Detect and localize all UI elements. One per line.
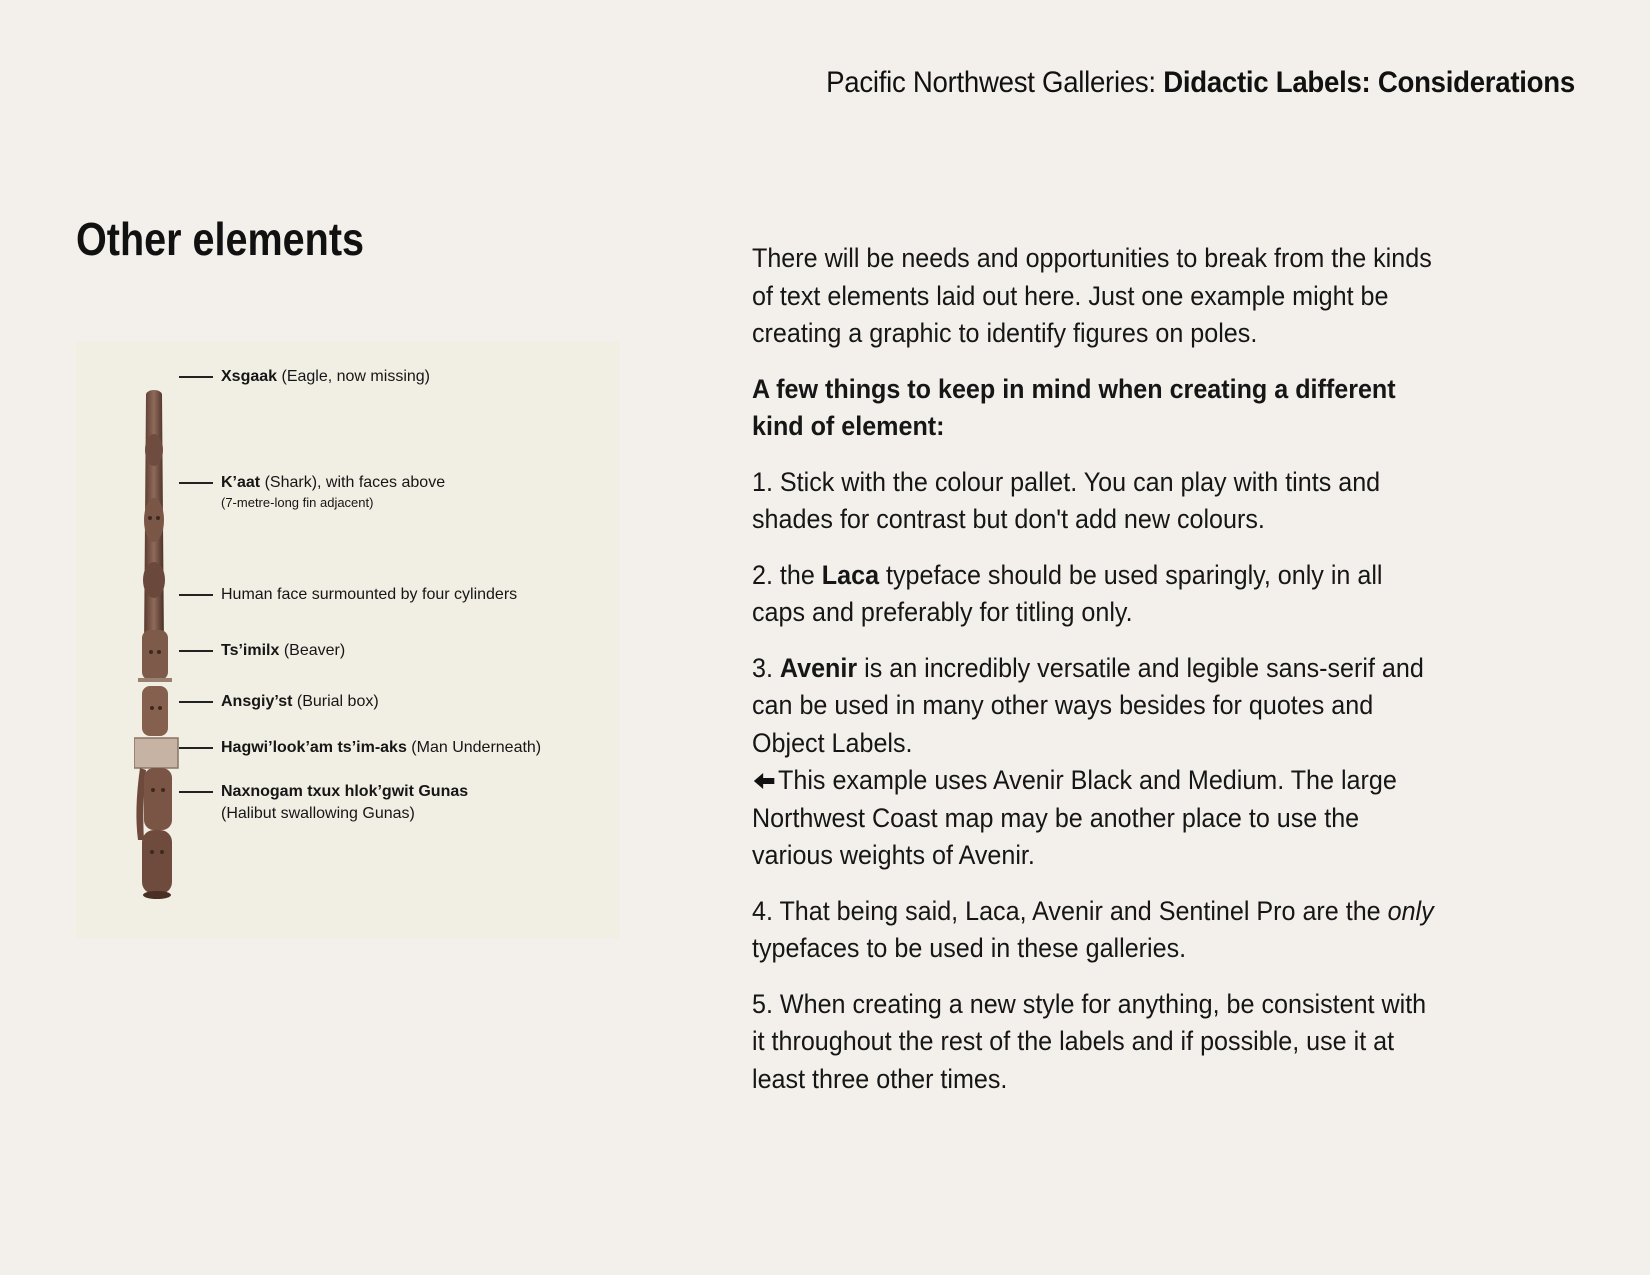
pole-label-shark: K’aat (Shark), with faces above (7-metre-long fin adjacent) bbox=[221, 474, 445, 510]
body-text bbox=[752, 240, 1452, 1116]
point-4: 4. That being said, Laca, Avenir and Sentinel Pro are the only typefaces to be used in these galleries. bbox=[752, 895, 1434, 963]
header-prefix: Pacific Northwest Galleries: bbox=[826, 66, 1164, 99]
point-3: 3. Avenir is an incredibly versatile and legible sans-serif and can be used in many other ways besides for quotes and Object Labels. This example uses Avenir Black and Medium. The large Northwest Coast map may be another place to use the various weights of Avenir. bbox=[752, 652, 1424, 870]
pole-label-human-face: Human face surmounted by four cylinders bbox=[221, 586, 517, 604]
header-title: Didactic Labels: Considerations bbox=[1163, 66, 1575, 99]
intro-paragraph: There will be needs and opportunities to break from the kinds of text elements laid out here. Just one example might be creating a graphic to identify figures on poles. bbox=[752, 243, 1432, 348]
lead-paragraph: A few things to keep in mind when creating a different kind of element: bbox=[752, 373, 1396, 441]
page-header bbox=[826, 66, 1575, 100]
point-1: 1. Stick with the colour pallet. You can play with tints and shades for contrast but don't add new colours. bbox=[752, 466, 1381, 534]
totem-pole-image bbox=[134, 390, 210, 900]
pole-label-man-underneath: Hagwi’look’am ts’im-aks (Man Underneath) bbox=[221, 739, 541, 757]
pole-label-halibut: Naxnogam txux hlok’gwit Gunas (Halibut swallowing Gunas) bbox=[221, 783, 468, 823]
pole-label-eagle: Xsgaak (Eagle, now missing) bbox=[221, 368, 430, 386]
pole-label-burial-box: Ansgiy’st (Burial box) bbox=[221, 693, 379, 711]
pole-label-beaver: Ts’imilx (Beaver) bbox=[221, 642, 345, 660]
arrow-left-icon bbox=[752, 771, 776, 791]
totem-pole-figure bbox=[76, 342, 620, 938]
point-2: 2. the Laca typeface should be used sparingly, only in all caps and preferably for titling only. bbox=[752, 559, 1383, 627]
page-title: Other elements bbox=[76, 213, 365, 265]
point-5: 5. When creating a new style for anything, be consistent with it throughout the rest of the labels and if possible, use it at least three other times. bbox=[752, 988, 1427, 1094]
